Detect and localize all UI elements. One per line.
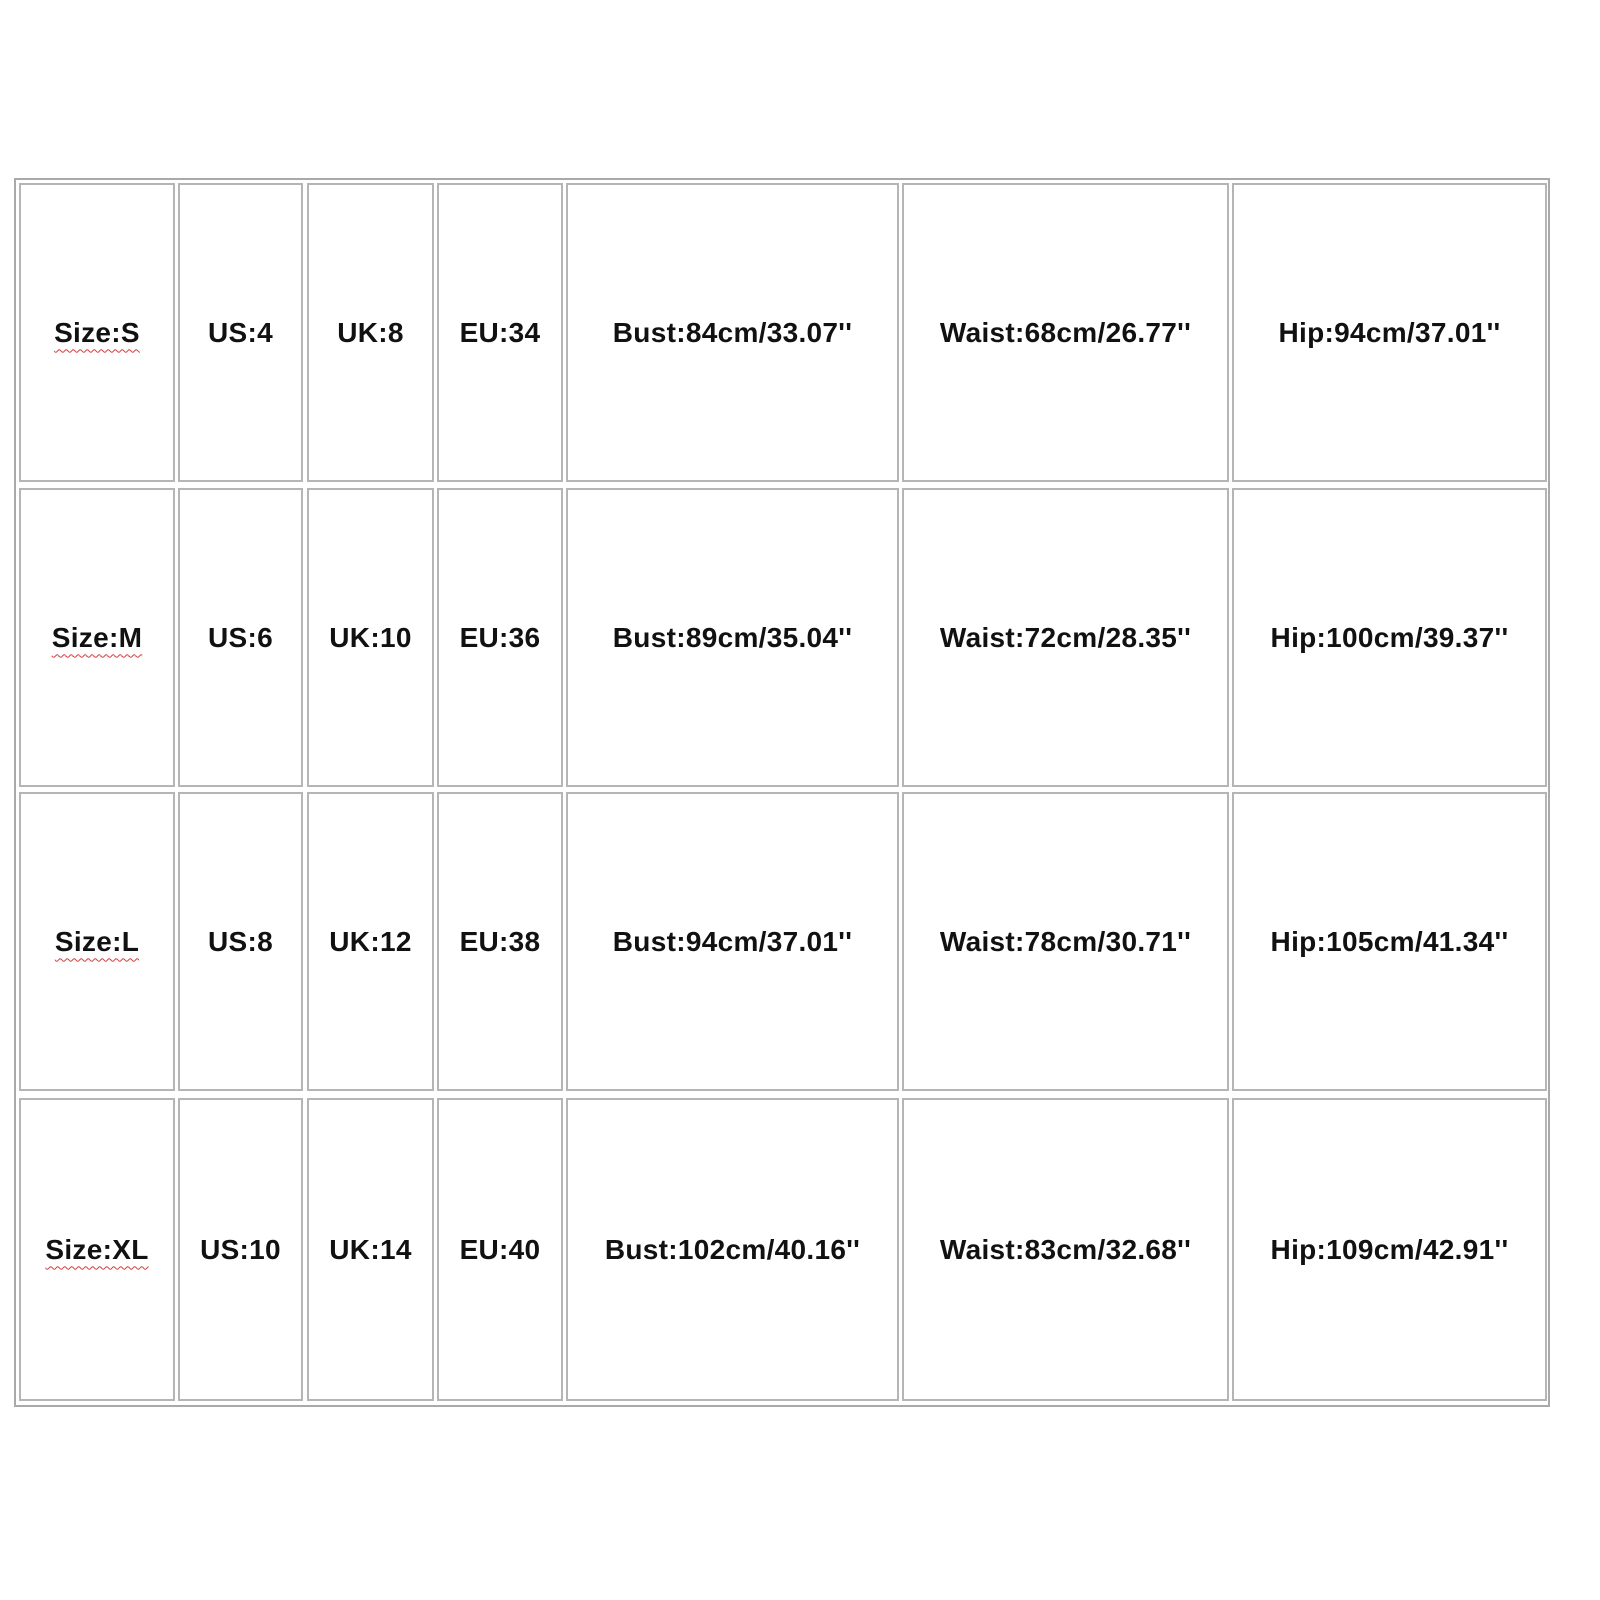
size-chart-value: Size:L bbox=[54, 925, 140, 957]
size-chart-value: UK:8 bbox=[337, 316, 404, 348]
size-chart-value: Bust:84cm/33.07'' bbox=[612, 316, 853, 348]
size-chart-value: Size:XL bbox=[45, 1233, 149, 1265]
size-chart-cell-waist bbox=[902, 792, 1229, 1091]
size-chart-cell-bust bbox=[566, 488, 899, 787]
size-chart-cell-eu bbox=[437, 488, 563, 787]
size-chart-cell-hip bbox=[1232, 792, 1547, 1091]
size-chart-cell-uk bbox=[307, 183, 434, 482]
size-chart-value: Hip:100cm/39.37'' bbox=[1270, 621, 1509, 653]
size-chart-value: Waist:83cm/32.68'' bbox=[939, 1233, 1192, 1265]
size-chart-value: US:8 bbox=[208, 925, 273, 957]
size-chart-value: UK:10 bbox=[329, 621, 412, 653]
size-chart-cell-bust bbox=[566, 183, 899, 482]
size-chart-cell-hip bbox=[1232, 183, 1547, 482]
size-chart-value: Hip:94cm/37.01'' bbox=[1278, 316, 1501, 348]
size-chart-cell-us bbox=[178, 183, 303, 482]
size-chart-table bbox=[14, 178, 1550, 1407]
size-chart-cell-eu bbox=[437, 1098, 563, 1401]
size-chart-cell-uk bbox=[307, 1098, 434, 1401]
size-chart-cell-waist bbox=[902, 1098, 1229, 1401]
size-chart-value: UK:12 bbox=[329, 925, 412, 957]
size-chart-cell-waist bbox=[902, 488, 1229, 787]
size-chart-value: Bust:94cm/37.01'' bbox=[612, 925, 853, 957]
size-chart-value: US:4 bbox=[208, 316, 273, 348]
size-chart-cell-waist bbox=[902, 183, 1229, 482]
size-chart-value: Hip:109cm/42.91'' bbox=[1270, 1233, 1509, 1265]
size-chart-value: EU:36 bbox=[459, 621, 541, 653]
size-chart-cell-uk bbox=[307, 488, 434, 787]
size-chart-cell-bust bbox=[566, 1098, 899, 1401]
size-chart-cell-uk bbox=[307, 792, 434, 1091]
size-chart-value: Hip:105cm/41.34'' bbox=[1270, 925, 1509, 957]
size-chart-cell-bust bbox=[566, 792, 899, 1091]
size-chart-cell-us bbox=[178, 488, 303, 787]
size-chart-cell-us bbox=[178, 1098, 303, 1401]
size-chart-cell-eu bbox=[437, 183, 563, 482]
size-chart-value: EU:40 bbox=[459, 1233, 541, 1265]
size-chart-cell-size bbox=[19, 183, 175, 482]
size-chart-value: US:10 bbox=[200, 1233, 281, 1265]
size-chart-value: Size:S bbox=[54, 316, 140, 348]
size-chart-cell-size bbox=[19, 792, 175, 1091]
size-chart-value: EU:34 bbox=[459, 316, 541, 348]
size-chart-value: UK:14 bbox=[329, 1233, 412, 1265]
size-chart-cell-size bbox=[19, 488, 175, 787]
size-chart-value: EU:38 bbox=[459, 925, 541, 957]
size-chart-value: Waist:68cm/26.77'' bbox=[939, 316, 1192, 348]
size-chart-value: Waist:78cm/30.71'' bbox=[939, 925, 1192, 957]
size-chart-value: Bust:89cm/35.04'' bbox=[612, 621, 853, 653]
size-chart-cell-hip bbox=[1232, 488, 1547, 787]
size-chart-cell-eu bbox=[437, 792, 563, 1091]
size-chart-value: US:6 bbox=[208, 621, 273, 653]
size-chart-cell-hip bbox=[1232, 1098, 1547, 1401]
size-chart-cell-size bbox=[19, 1098, 175, 1401]
size-chart-value: Waist:72cm/28.35'' bbox=[939, 621, 1192, 653]
size-chart-value: Size:M bbox=[51, 621, 143, 653]
size-chart-value: Bust:102cm/40.16'' bbox=[604, 1233, 861, 1265]
size-chart-cell-us bbox=[178, 792, 303, 1091]
